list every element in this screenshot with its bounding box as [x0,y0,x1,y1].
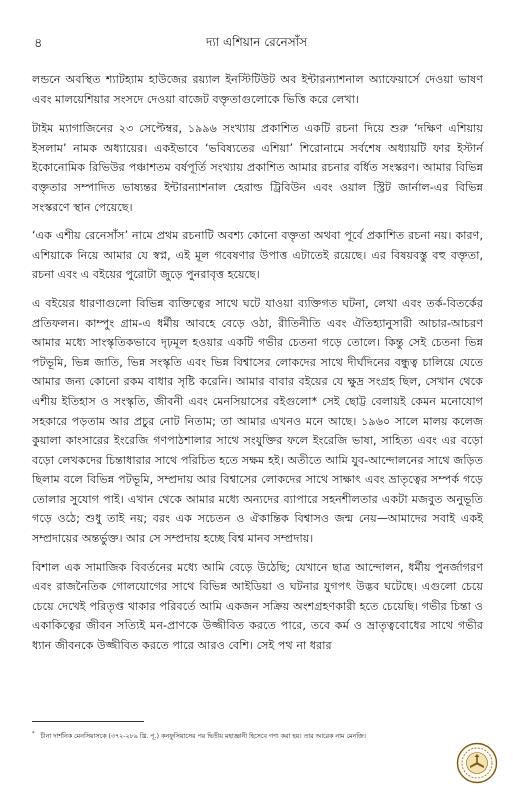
footnote-text: চীনা দার্শনিক মেনসিয়াসকে (৩৭২-২৮৯ খ্রি. পূ.) কনফুসিয়াসের পর দ্বিতীয় মহাজ্ঞানী হিসেবে গণ্য করা হয়। তার আরেক নাম মেনজি। [40,733,366,741]
footnote-mark: * [32,731,35,737]
page-number: ৪ [34,36,43,51]
footnote-divider [32,721,144,722]
publisher-seal-icon [456,742,498,784]
footnote [32,729,483,742]
page-header [32,34,481,52]
paragraph: বিশাল এক সামাজিক বিবর্তনের মধ্যে আমি বেড়ে উঠেছি; যেখানে ছাত্র আন্দোলন, ধর্মীয় পুনর্জাগরণ এবং রাজনৈতিক গোলযোগের সাথে বিভিন্ন আইডিয়া ও ঘটনার যুগপৎ উদ্ভব ঘটেছে। এগুলো চেয়ে চেয়ে দেখেই পরিতৃপ্ত থাকার পরিবর্তে আমি একজন সক্রিয় অংশগ্রহণকারী হতে চেয়েছি। গভীর চিন্তা ও একাকিত্বের জীবন সত্যিই মন-প্রাণকে উজ্জীবিত করতে পারে, তবে কর্ম ও ভ্রাতৃত্ববোধের সাথে গভীর ধ্যান জীবনকে উজ্জীবিত করতে পারে আরও বেশি। সেই পথ না ধরার [32,560,483,653]
paragraph: ‘এক এশীয় রেনেসাঁস’ নামে প্রথম রচনাটি অবশ্য কোনো বক্তৃতা অথবা পূর্বে প্রকাশিত রচনা নয়। কারণ, এশিয়াকে নিয়ে আমার যে স্বপ্ন, এই মূল গবেষণার উপাত্ত এটাতেই রয়েছে। এর বিষয়বস্তু বহু বক্তৃতা, রচনা এবং এ বইয়ের পুরোটা জুড়ে পুনরাবৃত্ত হয়েছে। [32,229,483,282]
paragraph: এ বইয়ের ধারণাগুলো বিভিন্ন ব্যক্তিত্বের সাথে ঘটে যাওয়া ব্যক্তিগত ঘটনা, লেখা এবং তর্ক-বিতর্কের প্রতিফলন। কাম্পুং গ্রাম-এ ধর্মীয় আবহে বেড়ে ওঠা, রীতিনীতি এবং ঐতিহ্যানুসারী আচার-আচরণ আমার মধ্যে সাংস্কৃতিকভাবে দৃঢ়মূল হওয়ার একটি গভীর চেতনা গড়ে তোলে। কিন্তু সেই চেতনা ভিন্ন পটভূমি, ভিন্ন জাতি, ভিন্ন সংস্কৃতি এবং ভিন্ন বিশ্বাসের লোকদের সাথে দীর্ঘদিনের বন্ধুত্ব চালিয়ে যেতে আমার জন্য কোনো রকম বাধার সৃষ্টি করেনি। আমার বাবার বইয়ের যে ক্ষুদ্র সংগ্রহ ছিল, সেখান থেকে এশীয় ইতিহাস ও সংস্কৃতি, জীবনী এবং মেনসিয়াসের বইগুলো* সেই ছোট্ট বেলায়ই কেমন মনোযোগ সহকারে পড়তাম আর প্রচুর নোট নিতাম; তা আমার এখনও মনে আছে। ১৯৬০ সালে মালয় কলেজ কুয়ালা কাংসারের ইংরেজি গণপাঠশালার সাথে সংযুক্তির ফলে ইংরেজি ভাষা, সাহিত্য এবং এর বড়ো বড়ো লেখকদের চিন্তাধারার সাথে পরিচিত হতে সক্ষম হই। অতীতে আমি যুব-আন্দোলনের সাথে জড়িত ছিলাম বলে বিভিন্ন পটভূমি, সম্প্রদায় আর বিশ্বাসের লোকদের সাথে সাক্ষাৎ এবং ভ্রাতৃত্বের সম্পর্ক গড়ে তোলার সুযোগ পাই। এখান থেকে আমার মধ্যে অন্যদের ব্যাপারে সহনশীলতার একটা মজবুত অনুভূতি গড়ে ওঠে; শুধু তাই নয়; বরং এক সচেতন ও ঐকান্তিক বিশ্বাসও জন্ম নেয়—আমাদের সবাই একই সম্প্রদায়ের অন্তর্ভুক্ত। আর সে সম্প্রদায় হচ্ছে বিশ্ব মানব সম্প্রদায়। [32,296,483,546]
running-title: দ্যা এশিয়ান রেনেসাঁস [205,35,308,49]
body-text [32,70,483,665]
paragraph: লন্ডনে অবস্থিত শ্যাটহ্যাম হাউজের রয়্যাল ইনস্টিটিউট অব ইন্টারন্যাশনাল অ্যাফেয়ার্সে দেওয়া ভাষণ এবং মালয়েশিয়ার সংসদে দেওয়া বাজেট বক্তৃতাগুলোকে ভিত্তি করে লেখা। [32,73,483,106]
paragraph: টাইম ম্যাগাজিনের ২৩ সেপ্টেম্বর, ১৯৯৬ সংখ্যায় প্রকাশিত একটি রচনা দিয়ে শুরু ‘দক্ষিণ এশিয়ায় ইসলাম’ নামক অধ্যায়ের। একইভাবে ‘ভবিষ্যতের এশিয়া’ শিরোনামে সর্বশেষ অধ্যায়টি ফার ইস্টার্ন ইকোনোমিক রিভিউর পঞ্চাশতম বর্ষপূর্তি সংখ্যায় প্রকাশিত আমার রচনার বর্ধিত সংস্করণ। আমার বিভিন্ন বক্তৃতার সম্পাদিত ভাষ্যন্তর ইন্টারন্যাশনাল হেরাল্ড ট্রিবিউন এবং ওয়াল স্ট্রিট জার্নাল-এর বিভিন্ন সংস্করণে স্থান পেয়েছে। [32,122,483,214]
